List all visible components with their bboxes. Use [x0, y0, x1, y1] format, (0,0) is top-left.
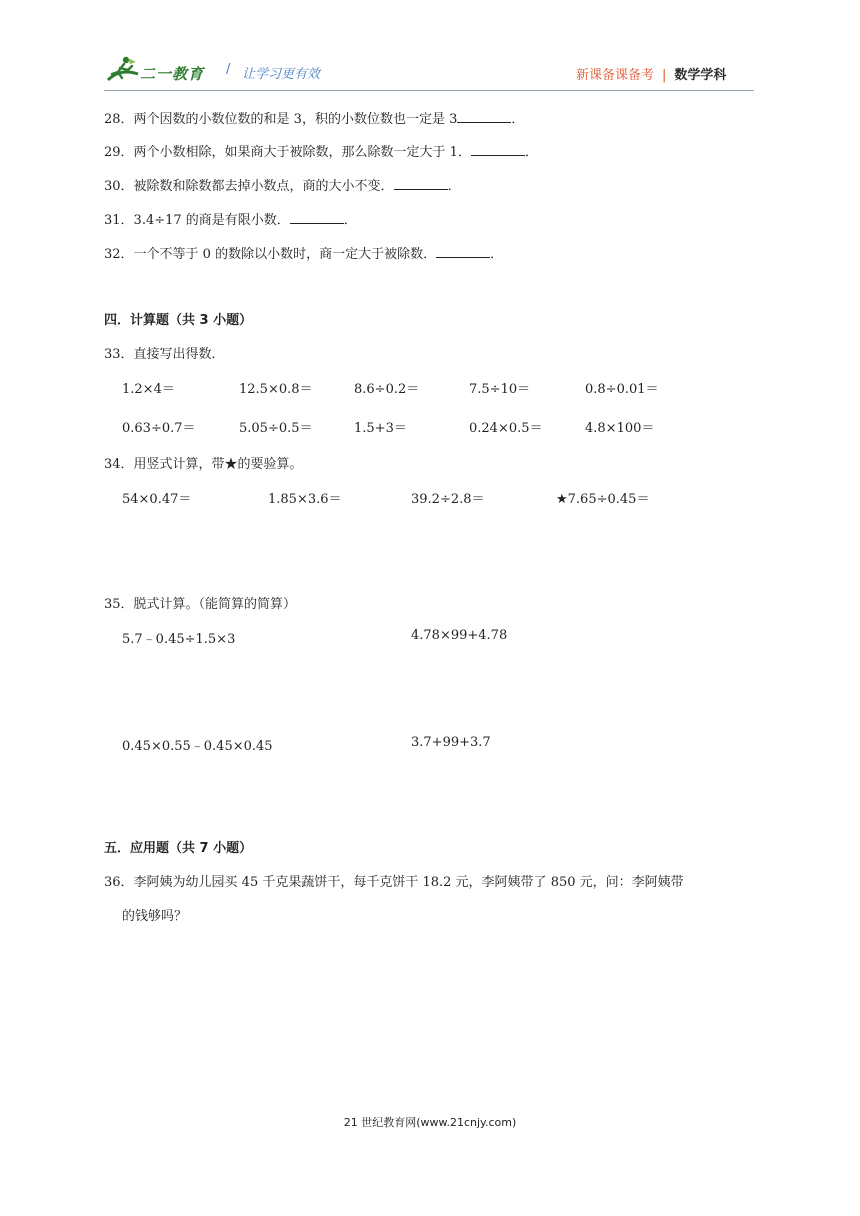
section-title-application: 五．应用题（共 7 小题） — [104, 841, 253, 856]
answer-blank[interactable] — [471, 143, 525, 156]
question-number: 29． — [104, 145, 134, 160]
answer-blank[interactable] — [457, 110, 511, 123]
runner-logo-icon — [104, 54, 144, 86]
question-32 — [104, 243, 503, 262]
oral-calc-item: 0.8÷0.01＝ — [585, 382, 659, 397]
stepwise-calc-item: 5.7﹣0.45÷1.5×3 — [122, 632, 236, 647]
slogan: 让学习更有效 — [242, 67, 321, 82]
question-35-label: 35．脱式计算。（能简算的简算） — [104, 597, 297, 612]
question-31 — [104, 209, 357, 228]
oral-calc-item: 1.5+3＝ — [354, 421, 407, 436]
question-suffix: ． — [511, 112, 525, 127]
vertical-calc-item: 54×0.47＝ — [122, 492, 192, 507]
vertical-calc-item: 1.85×3.6＝ — [268, 492, 342, 507]
oral-calc-item: 7.5÷10＝ — [469, 382, 531, 397]
oral-calc-item: 0.24×0.5＝ — [469, 421, 543, 436]
vertical-calc-item: 39.2÷2.8＝ — [411, 492, 485, 507]
question-number: 31． — [104, 213, 134, 228]
header-divider — [104, 90, 754, 91]
question-30 — [104, 175, 461, 194]
question-36-line1: 36．李阿姨为幼儿园买 45 千克果蔬饼干，每千克饼干 18.2 元，李阿姨带了 850 元，问：李阿姨带 — [104, 875, 684, 890]
question-text: 3.4÷17 的商是有限小数． — [133, 213, 290, 228]
question-suffix: ． — [490, 247, 504, 262]
question-text: 一个不等于 0 的数除以小数时，商一定大于被除数． — [133, 247, 437, 262]
stepwise-calc-item: 3.7+99+3.7 — [411, 735, 491, 750]
question-suffix: ． — [524, 145, 538, 160]
header-subject: 数学学科 — [674, 68, 727, 83]
question-28 — [104, 108, 524, 127]
page-footer: 21 世纪教育网(www.21cnjy.com) — [343, 1116, 517, 1129]
slogan-separator: / — [226, 62, 231, 77]
question-36-line2: 的钱够吗？ — [122, 909, 188, 924]
question-text: 两个小数相除，如果商大于被除数，那么除数一定大于 1． — [133, 145, 471, 160]
answer-blank[interactable] — [290, 211, 344, 224]
question-29 — [104, 141, 538, 160]
answer-blank[interactable] — [394, 177, 448, 190]
stepwise-calc-item: 4.78×99+4.78 — [411, 628, 508, 643]
question-34-label: 34．用竖式计算，带★的要验算。 — [104, 457, 303, 472]
oral-calc-item: 8.6÷0.2＝ — [354, 382, 420, 397]
header-right — [576, 64, 726, 83]
question-suffix: ． — [343, 213, 357, 228]
question-33-label: 33．直接写出得数． — [104, 347, 225, 362]
header-separator: | — [662, 68, 667, 83]
oral-calc-item: 4.8×100＝ — [585, 421, 655, 436]
question-number: 30． — [104, 179, 134, 194]
question-number: 28． — [104, 112, 134, 127]
oral-calc-item: 1.2×4＝ — [122, 382, 175, 397]
header-course-label: 新课备课备考 — [576, 68, 655, 83]
question-number: 32． — [104, 247, 134, 262]
question-text: 被除数和除数都去掉小数点，商的大小不变． — [133, 179, 394, 194]
oral-calc-item: 0.63÷0.7＝ — [122, 421, 196, 436]
question-text: 两个因数的小数位数的和是 3，积的小数位数也一定是 3 — [133, 112, 458, 127]
answer-blank[interactable] — [436, 245, 490, 258]
stepwise-calc-item: 0.45×0.55﹣0.45×0.45 — [122, 739, 273, 754]
vertical-calc-item: ★7.65÷0.45＝ — [556, 492, 650, 507]
oral-calc-item: 12.5×0.8＝ — [239, 382, 313, 397]
question-suffix: ． — [447, 179, 461, 194]
logo-text: 二一教育 — [140, 65, 205, 83]
oral-calc-item: 5.05÷0.5＝ — [239, 421, 313, 436]
section-title-calculation: 四．计算题（共 3 小题） — [104, 313, 253, 328]
